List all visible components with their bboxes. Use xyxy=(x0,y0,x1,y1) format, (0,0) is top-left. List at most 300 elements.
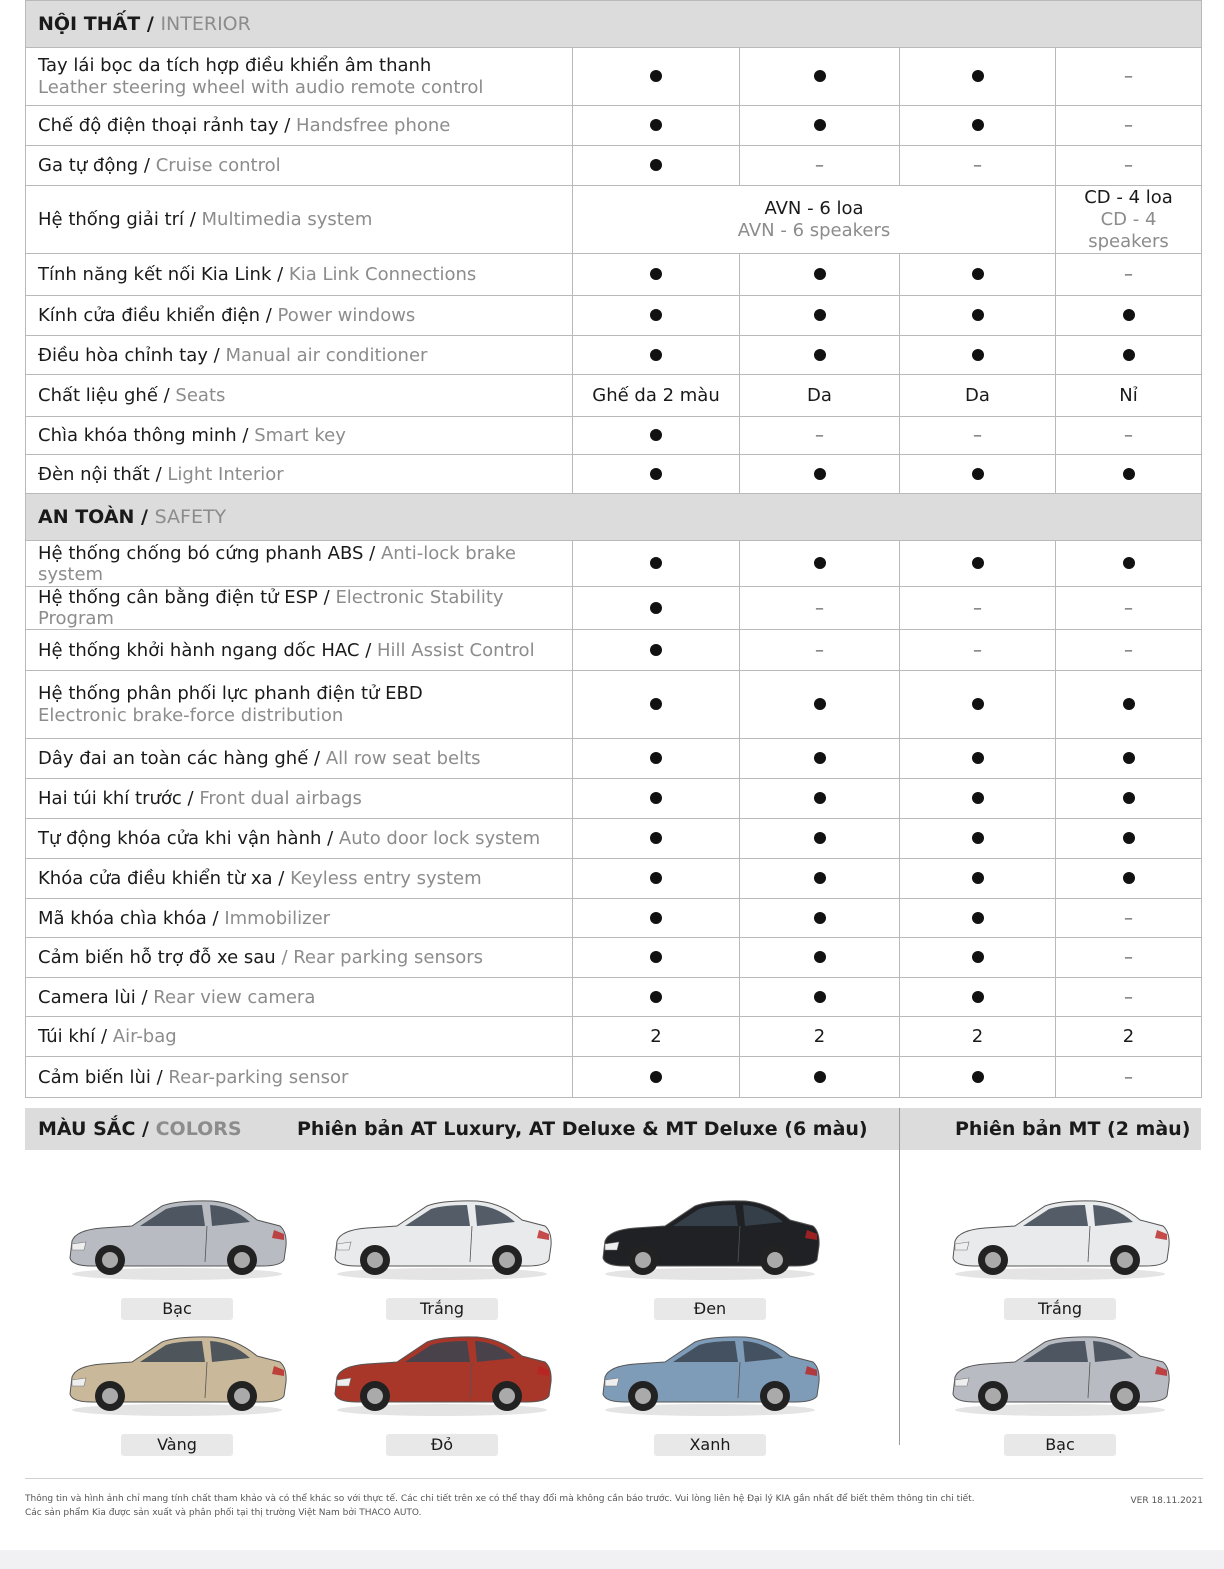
spec-value xyxy=(573,859,740,899)
not-available-dash: – xyxy=(815,639,824,661)
spec-value xyxy=(573,671,740,739)
section-title-en: SAFETY xyxy=(154,506,227,528)
check-dot-icon xyxy=(650,468,662,480)
check-dot-icon xyxy=(1123,309,1135,321)
check-dot-icon xyxy=(972,991,984,1003)
check-dot-icon xyxy=(972,832,984,844)
value-vi: CD - 4 loa xyxy=(1084,186,1173,208)
check-dot-icon xyxy=(972,792,984,804)
spec-value xyxy=(900,541,1056,587)
feature-vi: Chìa khóa thông minh / xyxy=(38,425,249,446)
feature-label xyxy=(26,106,573,146)
feature-en: Rear-parking sensor xyxy=(168,1066,349,1088)
value-en: AVN - 6 speakers xyxy=(737,219,891,241)
feature-label xyxy=(26,375,573,417)
check-dot-icon xyxy=(814,557,826,569)
feature-label xyxy=(26,1057,573,1098)
spec-value xyxy=(573,938,740,978)
spec-value xyxy=(900,48,1056,106)
check-dot-icon xyxy=(814,832,826,844)
spec-value xyxy=(740,336,900,375)
spec-row xyxy=(26,146,1202,186)
color-swatch-car xyxy=(62,1322,292,1456)
spec-value xyxy=(1056,1057,1202,1098)
feature-label xyxy=(26,938,573,978)
spec-value xyxy=(1056,779,1202,819)
not-available-dash: – xyxy=(1124,639,1134,661)
spec-value xyxy=(1056,106,1202,146)
feature-en: Seats xyxy=(175,385,226,406)
color-name-label: Bạc xyxy=(121,1298,233,1320)
spec-value xyxy=(900,1057,1056,1098)
feature-label xyxy=(26,146,573,186)
colors-title: MÀU SẮC / COLORS xyxy=(38,1118,242,1140)
not-available-dash: – xyxy=(1124,907,1134,929)
spec-value xyxy=(740,254,900,296)
feature-vi: Ga tự động / xyxy=(38,155,150,176)
feature-vi: Đèn nội thất / xyxy=(38,463,162,485)
spec-value xyxy=(900,146,1056,186)
spec-value xyxy=(1056,587,1202,630)
spec-row xyxy=(26,254,1202,296)
feature-label xyxy=(26,899,573,938)
feature-vi: Tự động khóa cửa khi vận hành / xyxy=(38,828,334,849)
color-name-label: Vàng xyxy=(121,1434,233,1456)
check-dot-icon xyxy=(1123,872,1135,884)
feature-en: All row seat belts xyxy=(325,748,481,769)
feature-vi: Camera lùi / xyxy=(38,986,148,1008)
feature-vi: Kính cửa điều khiển điện / xyxy=(38,305,272,326)
check-dot-icon xyxy=(1123,832,1135,844)
feature-en: / Rear parking sensors xyxy=(281,947,484,968)
feature-label xyxy=(26,254,573,296)
color-name-label: Bạc xyxy=(1004,1434,1116,1456)
check-dot-icon xyxy=(972,70,984,82)
group1-title: Phiên bản AT Luxury, AT Deluxe & MT Deluxe (6 màu) xyxy=(297,1118,868,1140)
colors-header xyxy=(25,1108,1201,1150)
check-dot-icon xyxy=(814,752,826,764)
color-swatch-car xyxy=(945,1322,1175,1456)
spec-row xyxy=(26,48,1202,106)
feature-en: Electronic brake-force distribution xyxy=(38,704,344,726)
spec-value xyxy=(1056,455,1202,494)
color-swatch-car xyxy=(595,1186,825,1320)
spec-value xyxy=(740,106,900,146)
spec-value xyxy=(900,899,1056,938)
not-available-dash: – xyxy=(1124,115,1134,136)
car-image xyxy=(62,1186,292,1286)
spec-value xyxy=(900,254,1056,296)
spec-value xyxy=(740,417,900,455)
not-available-dash: – xyxy=(1124,264,1134,285)
not-available-dash: – xyxy=(1124,597,1134,619)
check-dot-icon xyxy=(972,468,984,480)
spec-value xyxy=(900,819,1056,859)
spec-sheet xyxy=(25,0,1201,1098)
car-image xyxy=(945,1186,1175,1286)
multimedia-value xyxy=(1056,186,1202,254)
check-dot-icon xyxy=(972,309,984,321)
not-available-dash: – xyxy=(973,639,982,661)
check-dot-icon xyxy=(814,1071,826,1083)
spec-value xyxy=(740,899,900,938)
feature-en: Smart key xyxy=(254,425,346,446)
feature-label xyxy=(26,819,573,859)
not-available-dash: – xyxy=(1124,1066,1134,1088)
spec-row xyxy=(26,1057,1202,1098)
feature-label xyxy=(26,859,573,899)
feature-vi: Tính năng kết nối Kia Link / xyxy=(38,264,284,285)
check-dot-icon xyxy=(650,557,662,569)
car-image xyxy=(327,1186,557,1286)
feature-label xyxy=(26,671,573,739)
not-available-dash: – xyxy=(973,425,982,446)
feature-vi: Khóa cửa điều khiển từ xa / xyxy=(38,868,285,889)
spec-value xyxy=(1056,336,1202,375)
feature-vi: Hai túi khí trước / xyxy=(38,788,194,809)
check-dot-icon xyxy=(650,70,662,82)
color-swatch-car xyxy=(327,1186,557,1320)
color-swatch-car xyxy=(595,1322,825,1456)
not-available-dash: – xyxy=(1124,425,1134,446)
check-dot-icon xyxy=(1123,468,1135,480)
feature-en: Auto door lock system xyxy=(338,828,541,849)
check-dot-icon xyxy=(1123,698,1135,710)
spec-value xyxy=(1056,859,1202,899)
feature-label xyxy=(26,336,573,375)
feature-vi: Hệ thống giải trí / xyxy=(38,209,196,230)
check-dot-icon xyxy=(972,268,984,280)
check-dot-icon xyxy=(650,991,662,1003)
feature-vi: Mã khóa chìa khóa / xyxy=(38,907,219,929)
not-available-dash: – xyxy=(973,597,982,619)
check-dot-icon xyxy=(1123,792,1135,804)
feature-label xyxy=(26,630,573,671)
check-dot-icon xyxy=(972,872,984,884)
spec-value xyxy=(1056,296,1202,336)
check-dot-icon xyxy=(814,951,826,963)
check-dot-icon xyxy=(972,912,984,924)
spec-value xyxy=(1056,630,1202,671)
feature-vi: Hệ thống chống bó cứng phanh ABS / xyxy=(38,542,376,564)
check-dot-icon xyxy=(972,951,984,963)
spec-value xyxy=(740,1057,900,1098)
check-dot-icon xyxy=(972,119,984,131)
feature-vi: Chất liệu ghế / xyxy=(38,385,170,406)
spec-value xyxy=(900,779,1056,819)
feature-label xyxy=(26,417,573,455)
check-dot-icon xyxy=(814,349,826,361)
color-name-label: Đen xyxy=(654,1298,766,1320)
spec-value xyxy=(1056,819,1202,859)
spec-value: Ghế da 2 màu xyxy=(573,375,740,417)
spec-value: 2 xyxy=(740,1017,900,1057)
check-dot-icon xyxy=(1123,557,1135,569)
section-title-vi: AN TOÀN / xyxy=(38,506,148,528)
feature-label xyxy=(26,978,573,1017)
spec-value xyxy=(573,899,740,938)
spec-value xyxy=(573,779,740,819)
feature-en: Front dual airbags xyxy=(199,788,362,809)
spec-value xyxy=(900,455,1056,494)
check-dot-icon xyxy=(650,644,662,656)
color-swatch-car xyxy=(327,1322,557,1456)
not-available-dash: – xyxy=(815,425,824,446)
spec-value xyxy=(1056,146,1202,186)
spec-value: Nỉ xyxy=(1056,375,1202,417)
spec-value xyxy=(900,587,1056,630)
spec-value xyxy=(573,739,740,779)
feature-label xyxy=(26,296,573,336)
check-dot-icon xyxy=(814,468,826,480)
feature-en: Rear view camera xyxy=(153,986,316,1008)
footer-disclaimer: Thông tin và hình ảnh chỉ mang tính chất tham khảo và có thể khác so với thực tế. Các chi tiết trên xe có thể thay đổi mà không cần báo trước. Vui lòng liên hệ Đại lý KIA gần nhất để biết thêm thông tin chi tiết. xyxy=(25,1494,975,1504)
spec-value xyxy=(573,630,740,671)
check-dot-icon xyxy=(814,268,826,280)
spec-value xyxy=(740,296,900,336)
feature-vi: Hệ thống cân bằng điện tử ESP / xyxy=(38,587,330,608)
check-dot-icon xyxy=(814,912,826,924)
feature-label xyxy=(26,48,573,106)
spec-value xyxy=(900,739,1056,779)
feature-en: Kia Link Connections xyxy=(288,264,477,285)
spec-value xyxy=(740,938,900,978)
check-dot-icon xyxy=(814,698,826,710)
feature-vi: Tay lái bọc da tích hợp điều khiển âm thanh xyxy=(38,54,432,76)
spec-value: Da xyxy=(740,375,900,417)
spec-value xyxy=(573,587,740,630)
spec-value xyxy=(900,978,1056,1017)
spec-row xyxy=(26,630,1202,671)
not-available-dash: – xyxy=(815,155,824,176)
spec-value xyxy=(740,739,900,779)
car-image xyxy=(945,1322,1175,1422)
spec-value xyxy=(1056,254,1202,296)
version-label: VER 18.11.2021 xyxy=(1130,1496,1203,1506)
feature-en: Immobilizer xyxy=(224,907,331,929)
check-dot-icon xyxy=(1123,349,1135,361)
spec-value xyxy=(1056,739,1202,779)
check-dot-icon xyxy=(650,309,662,321)
check-dot-icon xyxy=(650,832,662,844)
feature-en: Air-bag xyxy=(112,1026,177,1047)
footer xyxy=(25,1478,1203,1520)
car-image xyxy=(62,1322,292,1422)
spec-value xyxy=(740,146,900,186)
feature-label xyxy=(26,186,573,254)
check-dot-icon xyxy=(650,872,662,884)
feature-en: Handsfree phone xyxy=(296,115,451,136)
not-available-dash: – xyxy=(973,155,982,176)
feature-en: Electronic Stability Program xyxy=(38,587,504,629)
spec-row xyxy=(26,978,1202,1017)
car-image xyxy=(595,1186,825,1286)
safety-section-header xyxy=(26,494,1202,541)
color-swatch-car xyxy=(945,1186,1175,1320)
spec-value xyxy=(573,1057,740,1098)
spec-row xyxy=(26,296,1202,336)
spec-value xyxy=(1056,417,1202,455)
section-title xyxy=(26,494,1202,541)
not-available-dash: – xyxy=(815,597,824,619)
color-name-label: Trắng xyxy=(386,1298,498,1320)
feature-label xyxy=(26,1017,573,1057)
check-dot-icon xyxy=(650,1071,662,1083)
feature-vi: Điều hòa chỉnh tay / xyxy=(38,344,220,366)
spec-row xyxy=(26,899,1202,938)
feature-en: Cruise control xyxy=(155,155,281,176)
spec-value xyxy=(740,455,900,494)
spec-value xyxy=(573,978,740,1017)
check-dot-icon xyxy=(814,872,826,884)
check-dot-icon xyxy=(650,698,662,710)
section-title xyxy=(26,1,1202,48)
group2-title: Phiên bản MT (2 màu) xyxy=(955,1118,1191,1140)
spec-row xyxy=(26,336,1202,375)
spec-row xyxy=(26,819,1202,859)
check-dot-icon xyxy=(650,349,662,361)
spec-value: Da xyxy=(900,375,1056,417)
not-available-dash: – xyxy=(1124,986,1134,1008)
check-dot-icon xyxy=(814,792,826,804)
check-dot-icon xyxy=(814,119,826,131)
value-vi: AVN - 6 loa xyxy=(764,197,864,219)
spec-value xyxy=(573,48,740,106)
feature-vi: Cảm biến hỗ trợ đỗ xe sau xyxy=(38,947,276,968)
color-name-label: Xanh xyxy=(654,1434,766,1456)
color-name-label: Trắng xyxy=(1004,1298,1116,1320)
spec-value xyxy=(740,671,900,739)
check-dot-icon xyxy=(650,119,662,131)
spec-value: 2 xyxy=(900,1017,1056,1057)
spec-value xyxy=(573,541,740,587)
spec-row xyxy=(26,587,1202,630)
feature-vi: Cảm biến lùi / xyxy=(38,1066,163,1088)
feature-label xyxy=(26,739,573,779)
feature-vi: Hệ thống phân phối lực phanh điện tử EBD xyxy=(38,682,423,704)
spec-value xyxy=(900,106,1056,146)
car-image xyxy=(327,1322,557,1422)
spec-value xyxy=(1056,541,1202,587)
spec-row xyxy=(26,455,1202,494)
spec-value xyxy=(740,779,900,819)
spec-row xyxy=(26,779,1202,819)
section-title-en: INTERIOR xyxy=(160,13,251,35)
spec-value xyxy=(900,671,1056,739)
feature-en: Keyless entry system xyxy=(290,868,482,889)
check-dot-icon xyxy=(814,991,826,1003)
spec-value xyxy=(900,630,1056,671)
spec-value: 2 xyxy=(1056,1017,1202,1057)
spec-value xyxy=(573,455,740,494)
spec-value xyxy=(740,819,900,859)
feature-en: Power windows xyxy=(277,305,416,326)
not-available-dash: – xyxy=(1124,947,1134,968)
spec-row xyxy=(26,375,1202,417)
spec-value xyxy=(740,630,900,671)
spec-value: 2 xyxy=(573,1017,740,1057)
feature-label xyxy=(26,541,573,587)
section-title-vi: NỘI THẤT / xyxy=(38,13,154,35)
feature-vi: Túi khí / xyxy=(38,1026,108,1047)
interior-section-header xyxy=(26,1,1202,48)
spec-value xyxy=(1056,48,1202,106)
spec-row xyxy=(26,859,1202,899)
multimedia-value xyxy=(573,186,1056,254)
group-divider xyxy=(899,1108,900,1445)
bottom-bar xyxy=(0,1550,1224,1569)
check-dot-icon xyxy=(650,752,662,764)
spec-row xyxy=(26,186,1202,254)
feature-vi: Chế độ điện thoại rảnh tay / xyxy=(38,115,291,136)
footer-note: Các sản phẩm Kia được sản xuất và phân phối tại thị trường Việt Nam bởi THACO AUTO. xyxy=(25,1508,422,1518)
feature-label xyxy=(26,455,573,494)
spec-value xyxy=(573,106,740,146)
color-name-label: Đỏ xyxy=(386,1434,498,1456)
spec-value xyxy=(740,48,900,106)
spec-value xyxy=(1056,938,1202,978)
not-available-dash: – xyxy=(1124,66,1134,87)
not-available-dash: – xyxy=(1124,155,1134,176)
value-en: CD - 4 speakers xyxy=(1088,208,1169,252)
spec-value xyxy=(740,541,900,587)
spec-row xyxy=(26,671,1202,739)
spec-value xyxy=(573,819,740,859)
spec-value xyxy=(573,336,740,375)
spec-table xyxy=(25,0,1202,1098)
check-dot-icon xyxy=(650,792,662,804)
spec-row xyxy=(26,417,1202,455)
spec-row xyxy=(26,541,1202,587)
check-dot-icon xyxy=(1123,752,1135,764)
feature-en: Hill Assist Control xyxy=(377,639,535,661)
check-dot-icon xyxy=(972,698,984,710)
spec-value xyxy=(900,938,1056,978)
spec-row xyxy=(26,938,1202,978)
check-dot-icon xyxy=(650,268,662,280)
spec-value xyxy=(740,587,900,630)
spec-value xyxy=(1056,978,1202,1017)
check-dot-icon xyxy=(814,309,826,321)
feature-en: Anti-lock brake system xyxy=(38,542,516,585)
feature-en: Manual air conditioner xyxy=(225,344,428,366)
spec-row xyxy=(26,739,1202,779)
spec-value xyxy=(740,978,900,1017)
check-dot-icon xyxy=(650,602,662,614)
check-dot-icon xyxy=(972,1071,984,1083)
feature-en: Multimedia system xyxy=(201,209,373,230)
check-dot-icon xyxy=(650,159,662,171)
spec-value xyxy=(740,859,900,899)
feature-label xyxy=(26,779,573,819)
feature-en: Leather steering wheel with audio remote control xyxy=(38,76,484,98)
spec-value xyxy=(900,859,1056,899)
colors-section xyxy=(25,1108,1201,1458)
spec-value xyxy=(900,417,1056,455)
spec-value xyxy=(573,296,740,336)
car-image xyxy=(595,1322,825,1422)
check-dot-icon xyxy=(650,912,662,924)
check-dot-icon xyxy=(972,557,984,569)
check-dot-icon xyxy=(972,752,984,764)
feature-label xyxy=(26,587,573,630)
check-dot-icon xyxy=(814,70,826,82)
spec-value xyxy=(1056,671,1202,739)
check-dot-icon xyxy=(972,349,984,361)
spec-value xyxy=(900,336,1056,375)
spec-value xyxy=(900,296,1056,336)
spec-value xyxy=(573,146,740,186)
